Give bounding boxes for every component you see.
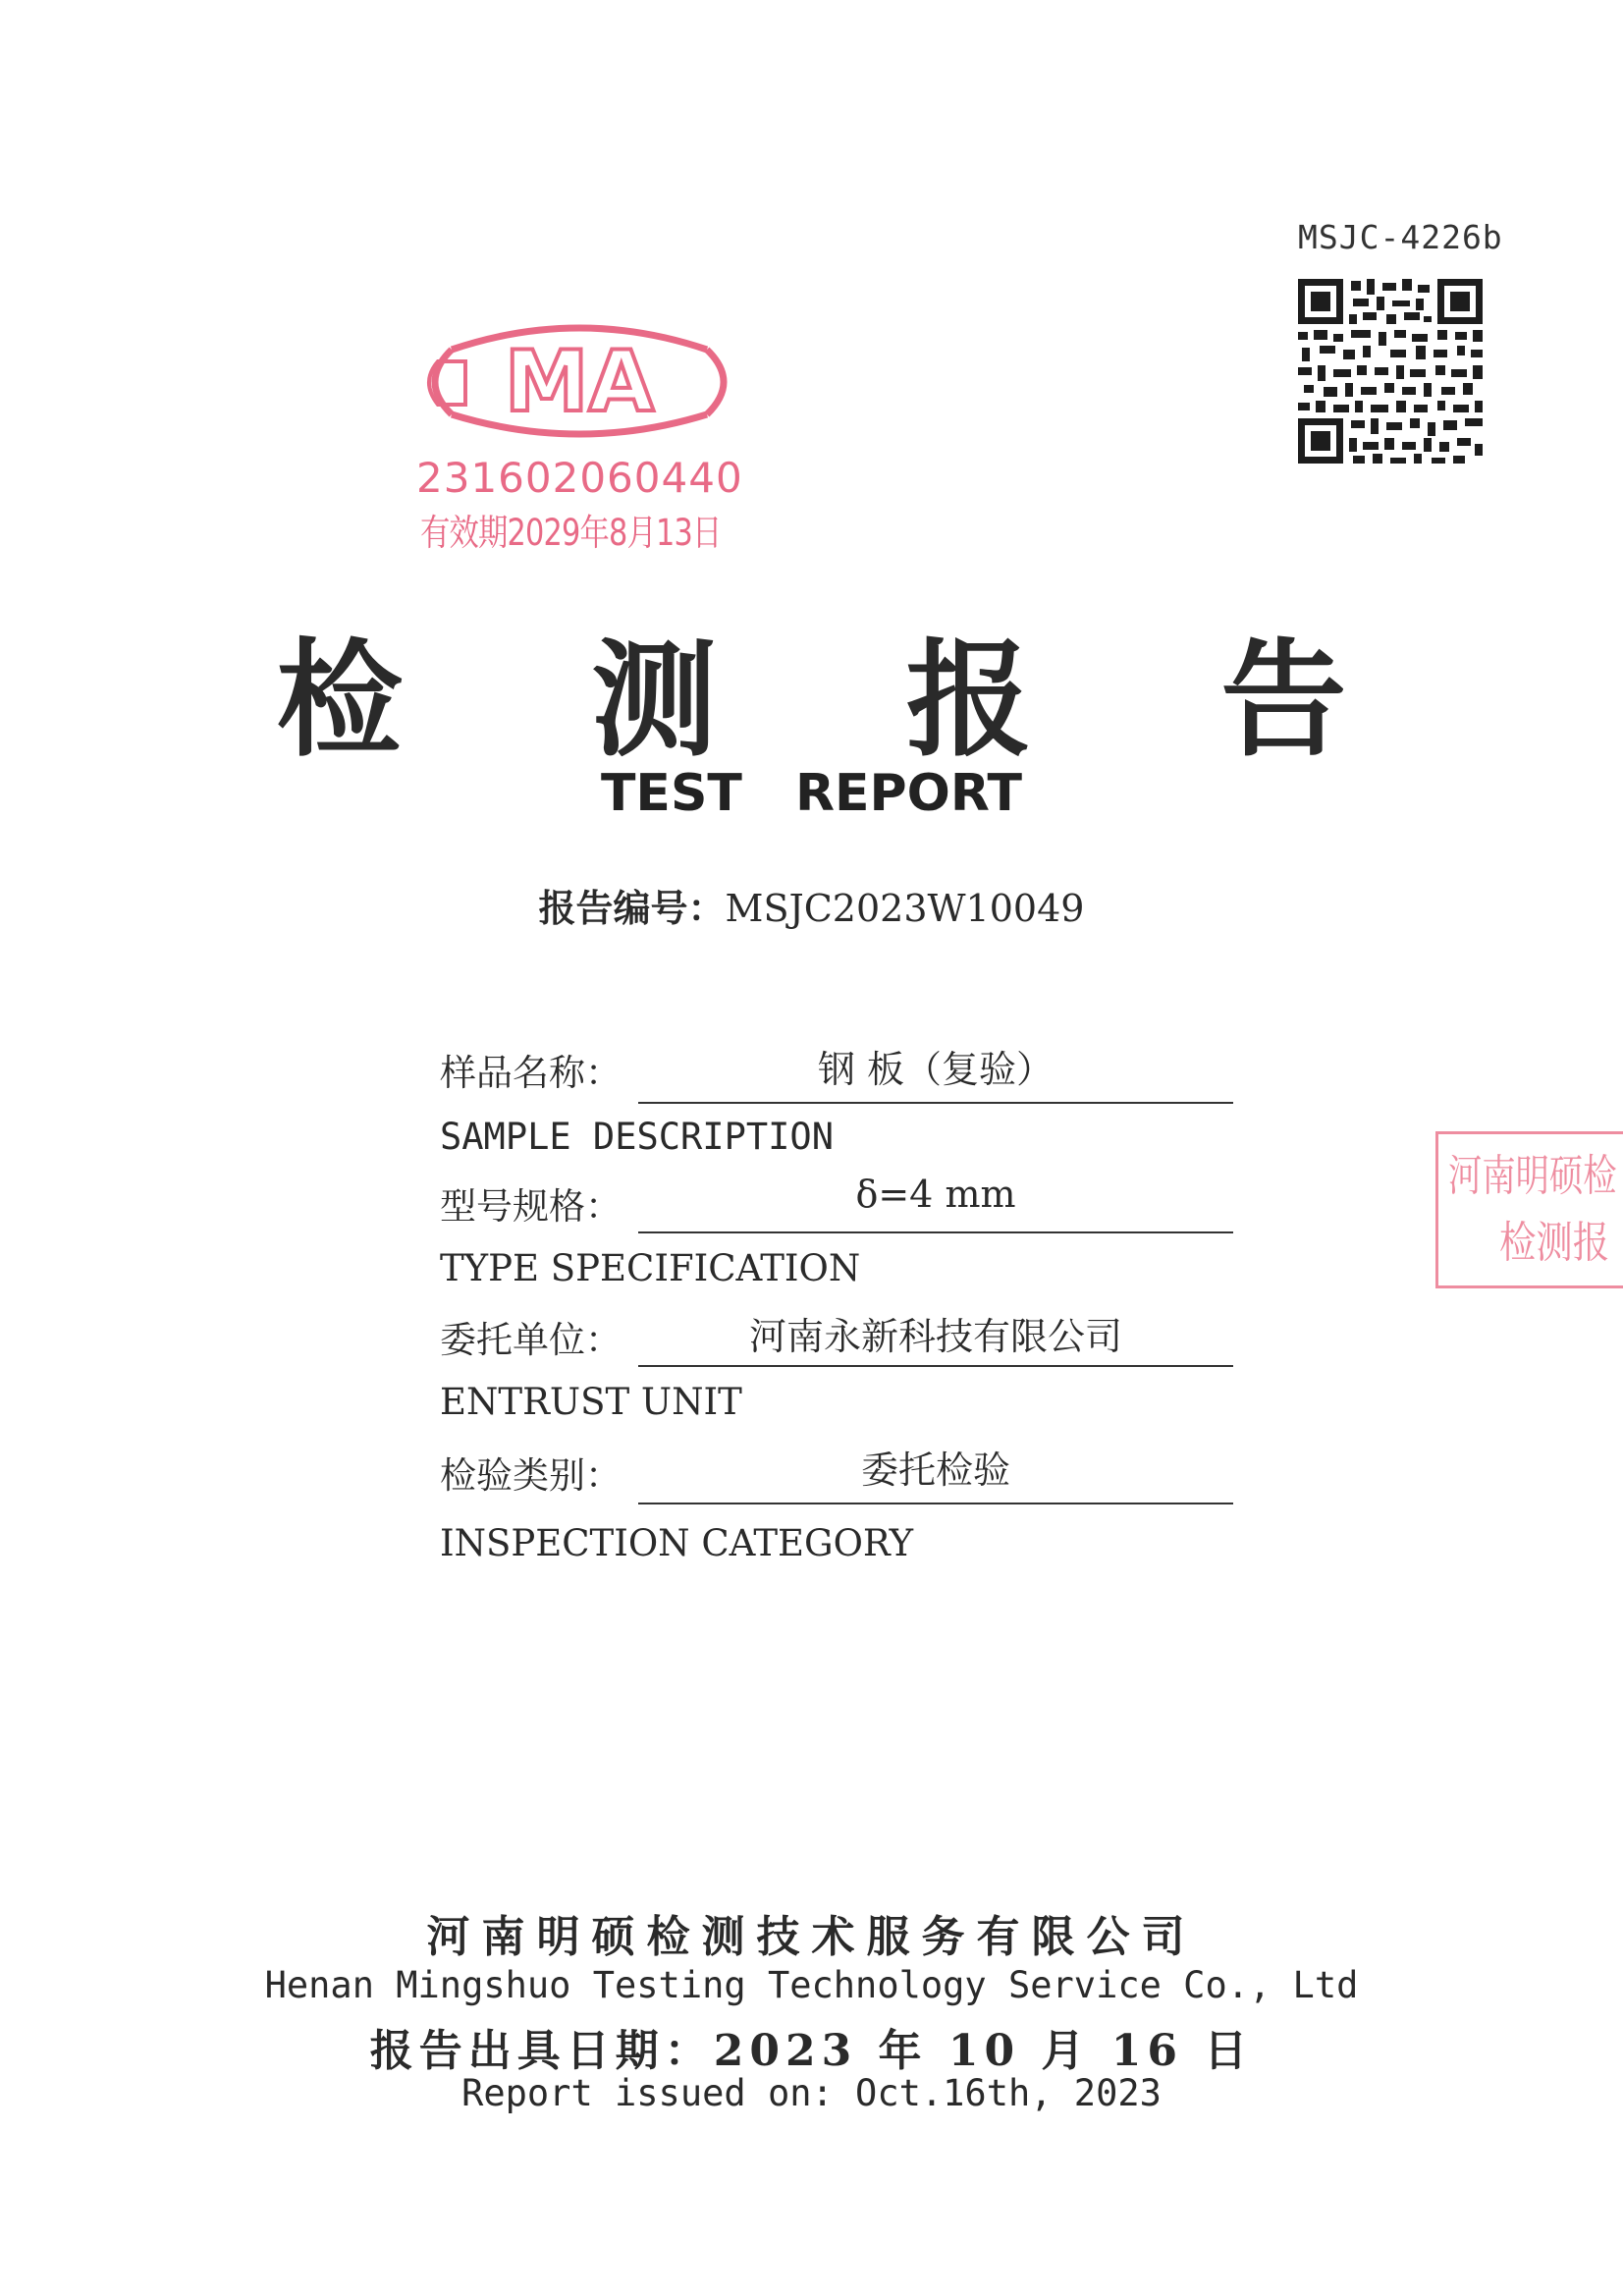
report-number-label: 报告编号： xyxy=(538,886,726,930)
field-label-cn: 检验类别： xyxy=(440,1454,622,1497)
field-label-en: SAMPLE DESCRIPTION xyxy=(440,1116,834,1158)
report-number xyxy=(0,878,1623,932)
title-chinese: 检 测 报 告 xyxy=(276,627,1420,774)
issue-date-en: Report issued on: Oct.16th, 2023 xyxy=(461,2072,1162,2114)
field-label-en: TYPE SPECIFICATION xyxy=(440,1247,861,1289)
field-value: δ=4 mm xyxy=(855,1173,1016,1216)
field-underline xyxy=(638,1365,1233,1367)
company-name-cn: 河南明硕检测技术服务有限公司 xyxy=(426,1912,1197,1962)
report-number-value: MSJC2023W10049 xyxy=(725,887,1085,930)
field-label-cn: 样品名称： xyxy=(440,1052,622,1094)
field-label-en: INSPECTION CATEGORY xyxy=(440,1522,914,1564)
field-underline xyxy=(638,1503,1233,1504)
qr-code xyxy=(1294,275,1487,467)
ma-certificate-number: 231602060440 xyxy=(416,454,743,502)
ma-validity: 有效期2029年8月13日 xyxy=(420,512,722,554)
document-code: MSJC-4226b xyxy=(1298,218,1503,256)
title-english: TEST REPORT xyxy=(600,764,1023,823)
field-underline xyxy=(638,1231,1233,1233)
seal-line-2: 检测报 xyxy=(1499,1218,1610,1268)
seal-line-1: 河南明硕检 xyxy=(1448,1151,1617,1201)
ma-mark: MA xyxy=(504,333,655,431)
field-value: 委托检验 xyxy=(860,1449,1010,1492)
field-label-en: ENTRUST UNIT xyxy=(440,1381,742,1423)
field-value: 钢 板（复验） xyxy=(817,1048,1055,1091)
company-name-en: Henan Mingshuo Testing Technology Service Co., Ltd xyxy=(264,1964,1359,2006)
field-value: 河南永新科技有限公司 xyxy=(748,1315,1122,1358)
field-label-cn: 委托单位： xyxy=(440,1319,622,1361)
issue-date-cn: 报告出具日期：2023 年 10 月 16 日 xyxy=(369,2026,1254,2076)
company-seal xyxy=(1435,1131,1623,1288)
field-label-cn: 型号规格： xyxy=(440,1185,622,1228)
field-underline xyxy=(638,1102,1233,1104)
